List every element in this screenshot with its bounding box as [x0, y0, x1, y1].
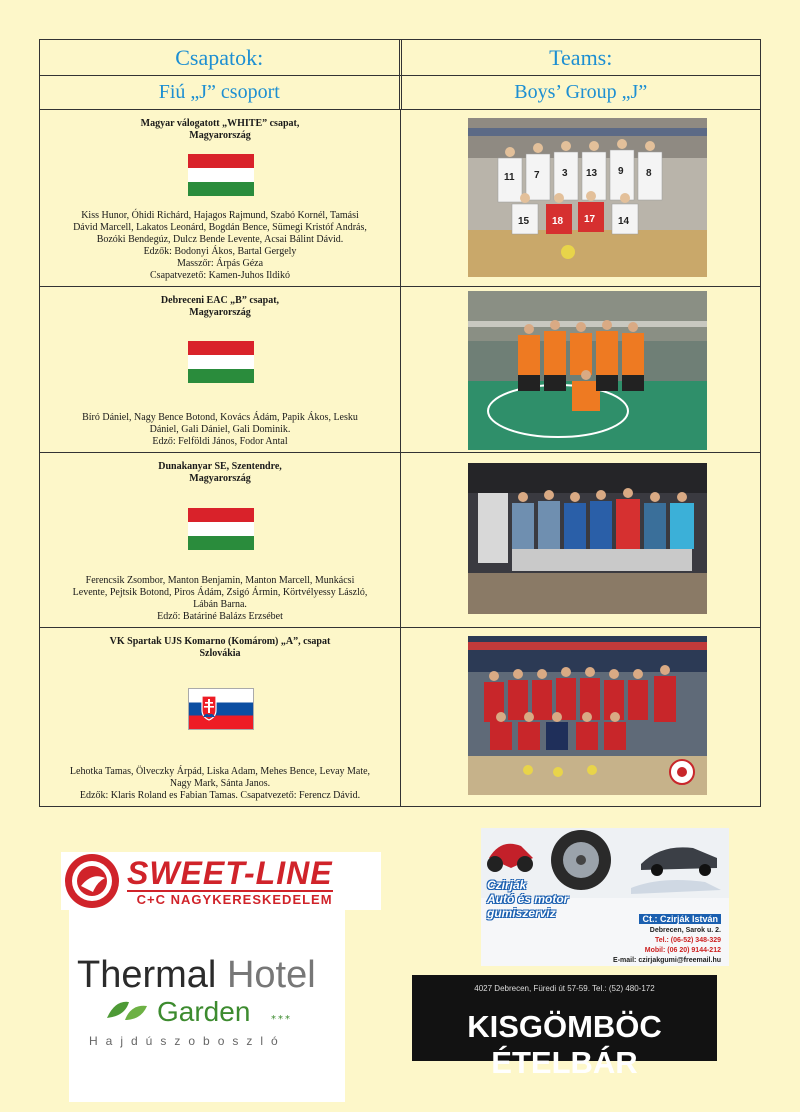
- team-members: [50, 412, 390, 448]
- team-name: [40, 636, 400, 660]
- team-name-line: Magyar válogatott „WHITE” csapat,: [140, 118, 300, 129]
- czirjak-tire-service-ad: [481, 828, 729, 966]
- jersey-number: 18: [552, 216, 564, 227]
- czirjak-name: Czirják: [487, 878, 527, 892]
- leaf-icon: [105, 996, 149, 1024]
- team-info: [40, 287, 401, 452]
- header-row: [40, 40, 760, 76]
- member-line: Lehotka Tamas, Ölveczky Árpád, Liska Adam, Mehes Bence, Levay Mate,: [69, 766, 371, 777]
- slovakia-flag-icon: [188, 688, 254, 730]
- member-line: Nagy Mark, Sánta Janos.: [169, 778, 271, 789]
- team-info: [40, 628, 401, 806]
- czirjak-service-type: gumiszerviz: [487, 906, 556, 920]
- team-photo-cell: [401, 453, 760, 627]
- team-members: [50, 210, 390, 282]
- member-line: Bíró Dániel, Nagy Bence Botond, Kovács Ádám, Papik Ákos, Lesku: [82, 412, 358, 423]
- jersey-number: 17: [584, 214, 596, 225]
- group-title-hu: Fiú „J” csoport: [40, 76, 402, 109]
- team-name: [40, 118, 400, 142]
- group-title-en: Boys’ Group „J”: [514, 81, 648, 103]
- thermal-hotel-ad: [69, 910, 345, 1102]
- team-info: [40, 453, 401, 627]
- team-country: Magyarország: [189, 473, 251, 484]
- team-name-line: VK Spartak UJS Komarno (Komárom) „A”, csapat: [109, 636, 331, 647]
- coach-line: Edző: Felföldi János, Fodor Antal: [152, 436, 288, 447]
- member-line: Kiss Hunor, Óhidi Richárd, Hajagos Rajmund, Szabó Kornél, Tamási: [81, 210, 359, 221]
- coach-line: Edzők: Bodonyi Ákos, Bartal Gergely: [143, 246, 297, 257]
- masseur-line: Masszőr: Árpás Géza: [176, 258, 264, 269]
- team-photo-cell: [401, 628, 760, 806]
- czirjak-contact: [613, 926, 721, 966]
- sweet-line-ad: [61, 852, 381, 910]
- jersey-number: 14: [618, 216, 630, 227]
- member-line: Lábán Barna.: [193, 599, 247, 610]
- member-line: Bozóki Bendegúz, Dulcz Bende Levente, Acsai Bálint Dávid.: [96, 234, 344, 245]
- team-photo: [468, 118, 707, 277]
- member-line: Dávid Marcell, Lakatos Leonárd, Bogdán Bence, Sümegi Kristóf András,: [73, 222, 367, 233]
- jersey-number: 13: [586, 168, 598, 179]
- hotel-stars: ***: [271, 1014, 292, 1025]
- sweet-line-title: SWEET-LINE: [127, 854, 333, 891]
- jersey-number: 7: [534, 170, 540, 181]
- kisgomboc-name: KISGÖMBÖC ÉTELBÁR: [467, 1009, 662, 1080]
- czirjak-mobile: Mobil: (06 20) 9144-212: [644, 947, 721, 954]
- header-teams-en: Teams:: [549, 44, 613, 70]
- sweet-line-logo-icon: [63, 852, 121, 910]
- hungary-flag-icon: [188, 154, 254, 196]
- team-members: [50, 575, 390, 623]
- team-photo-cell: [401, 287, 760, 452]
- garden-word: Garden: [157, 996, 251, 1027]
- header-teams-hu: Csapatok:: [40, 40, 402, 75]
- jersey-number: 9: [618, 166, 624, 177]
- member-line: Ferencsik Zsombor, Manton Benjamin, Manton Marcell, Munkácsi: [85, 575, 355, 586]
- member-line: Dániel, Gali Dániel, Gali Dominik.: [149, 424, 291, 435]
- czirjak-phone: Tel.: (06-52) 348-329: [654, 937, 721, 944]
- team-photo: [468, 463, 707, 614]
- czirjak-title: [487, 878, 568, 920]
- kisgomboc-restaurant-ad: [412, 975, 717, 1080]
- leader-line: Csapatvezető: Kamen-Juhos Ildikó: [150, 270, 290, 281]
- sweet-line-text: [127, 856, 333, 907]
- team-photo: [468, 636, 707, 795]
- team-country: Szlovákia: [199, 648, 241, 659]
- team-name: [40, 295, 400, 319]
- team-row: [40, 110, 760, 287]
- team-name-line: Dunakanyar SE, Szentendre,: [158, 461, 282, 472]
- team-row: [40, 453, 760, 628]
- team-row: [40, 628, 760, 806]
- team-photo: [468, 291, 707, 450]
- jersey-number: 8: [646, 168, 652, 179]
- team-country: Magyarország: [189, 130, 251, 141]
- hotel-city: Hajdúszoboszló: [89, 1034, 286, 1048]
- thermal-hotel-title: [77, 954, 316, 997]
- hotel-word: Hotel: [226, 954, 316, 996]
- team-members: [50, 766, 390, 802]
- jersey-number: 3: [562, 168, 568, 179]
- jersey-number: 11: [504, 172, 515, 183]
- team-name: [40, 461, 400, 485]
- thermal-word: Thermal: [77, 954, 217, 996]
- team-info: [40, 110, 401, 286]
- czirjak-service: Autó és motor: [487, 892, 569, 906]
- sweet-line-subtitle: C+C NAGYKERESKEDELEM: [127, 890, 333, 907]
- czirjak-address: Debrecen, Sarok u. 2.: [649, 927, 721, 934]
- hungary-flag-icon: [188, 341, 254, 383]
- team-row: [40, 287, 760, 453]
- teams-table: [39, 39, 761, 807]
- team-name-line: Debreceni EAC „B” csapat,: [160, 295, 280, 306]
- coach-line: Edző: Batáriné Balázs Erzsébet: [157, 611, 283, 622]
- slovak-coat-of-arms-icon: [201, 695, 217, 721]
- coach-line: Edzők: Klaris Roland es Fabian Tamas. Csapatvezető: Ferencz Dávid.: [79, 790, 361, 801]
- kisgomboc-address: 4027 Debrecen, Füredi út 57-59. Tel.: (52) 480-172: [474, 984, 655, 993]
- group-row: [40, 76, 760, 110]
- czirjak-email: E-mail: czirjakgumi@freemail.hu: [613, 957, 721, 964]
- team-photo-cell: [401, 110, 760, 286]
- jersey-number: 15: [518, 216, 530, 227]
- hungary-flag-icon: [188, 508, 254, 550]
- czirjak-owner: Ct.: Czirják István: [639, 914, 721, 924]
- team-country: Magyarország: [189, 307, 251, 318]
- member-line: Levente, Pejtsik Botond, Piros Ádám, Zsigó Ármin, Körtvélyessy László,: [72, 587, 368, 598]
